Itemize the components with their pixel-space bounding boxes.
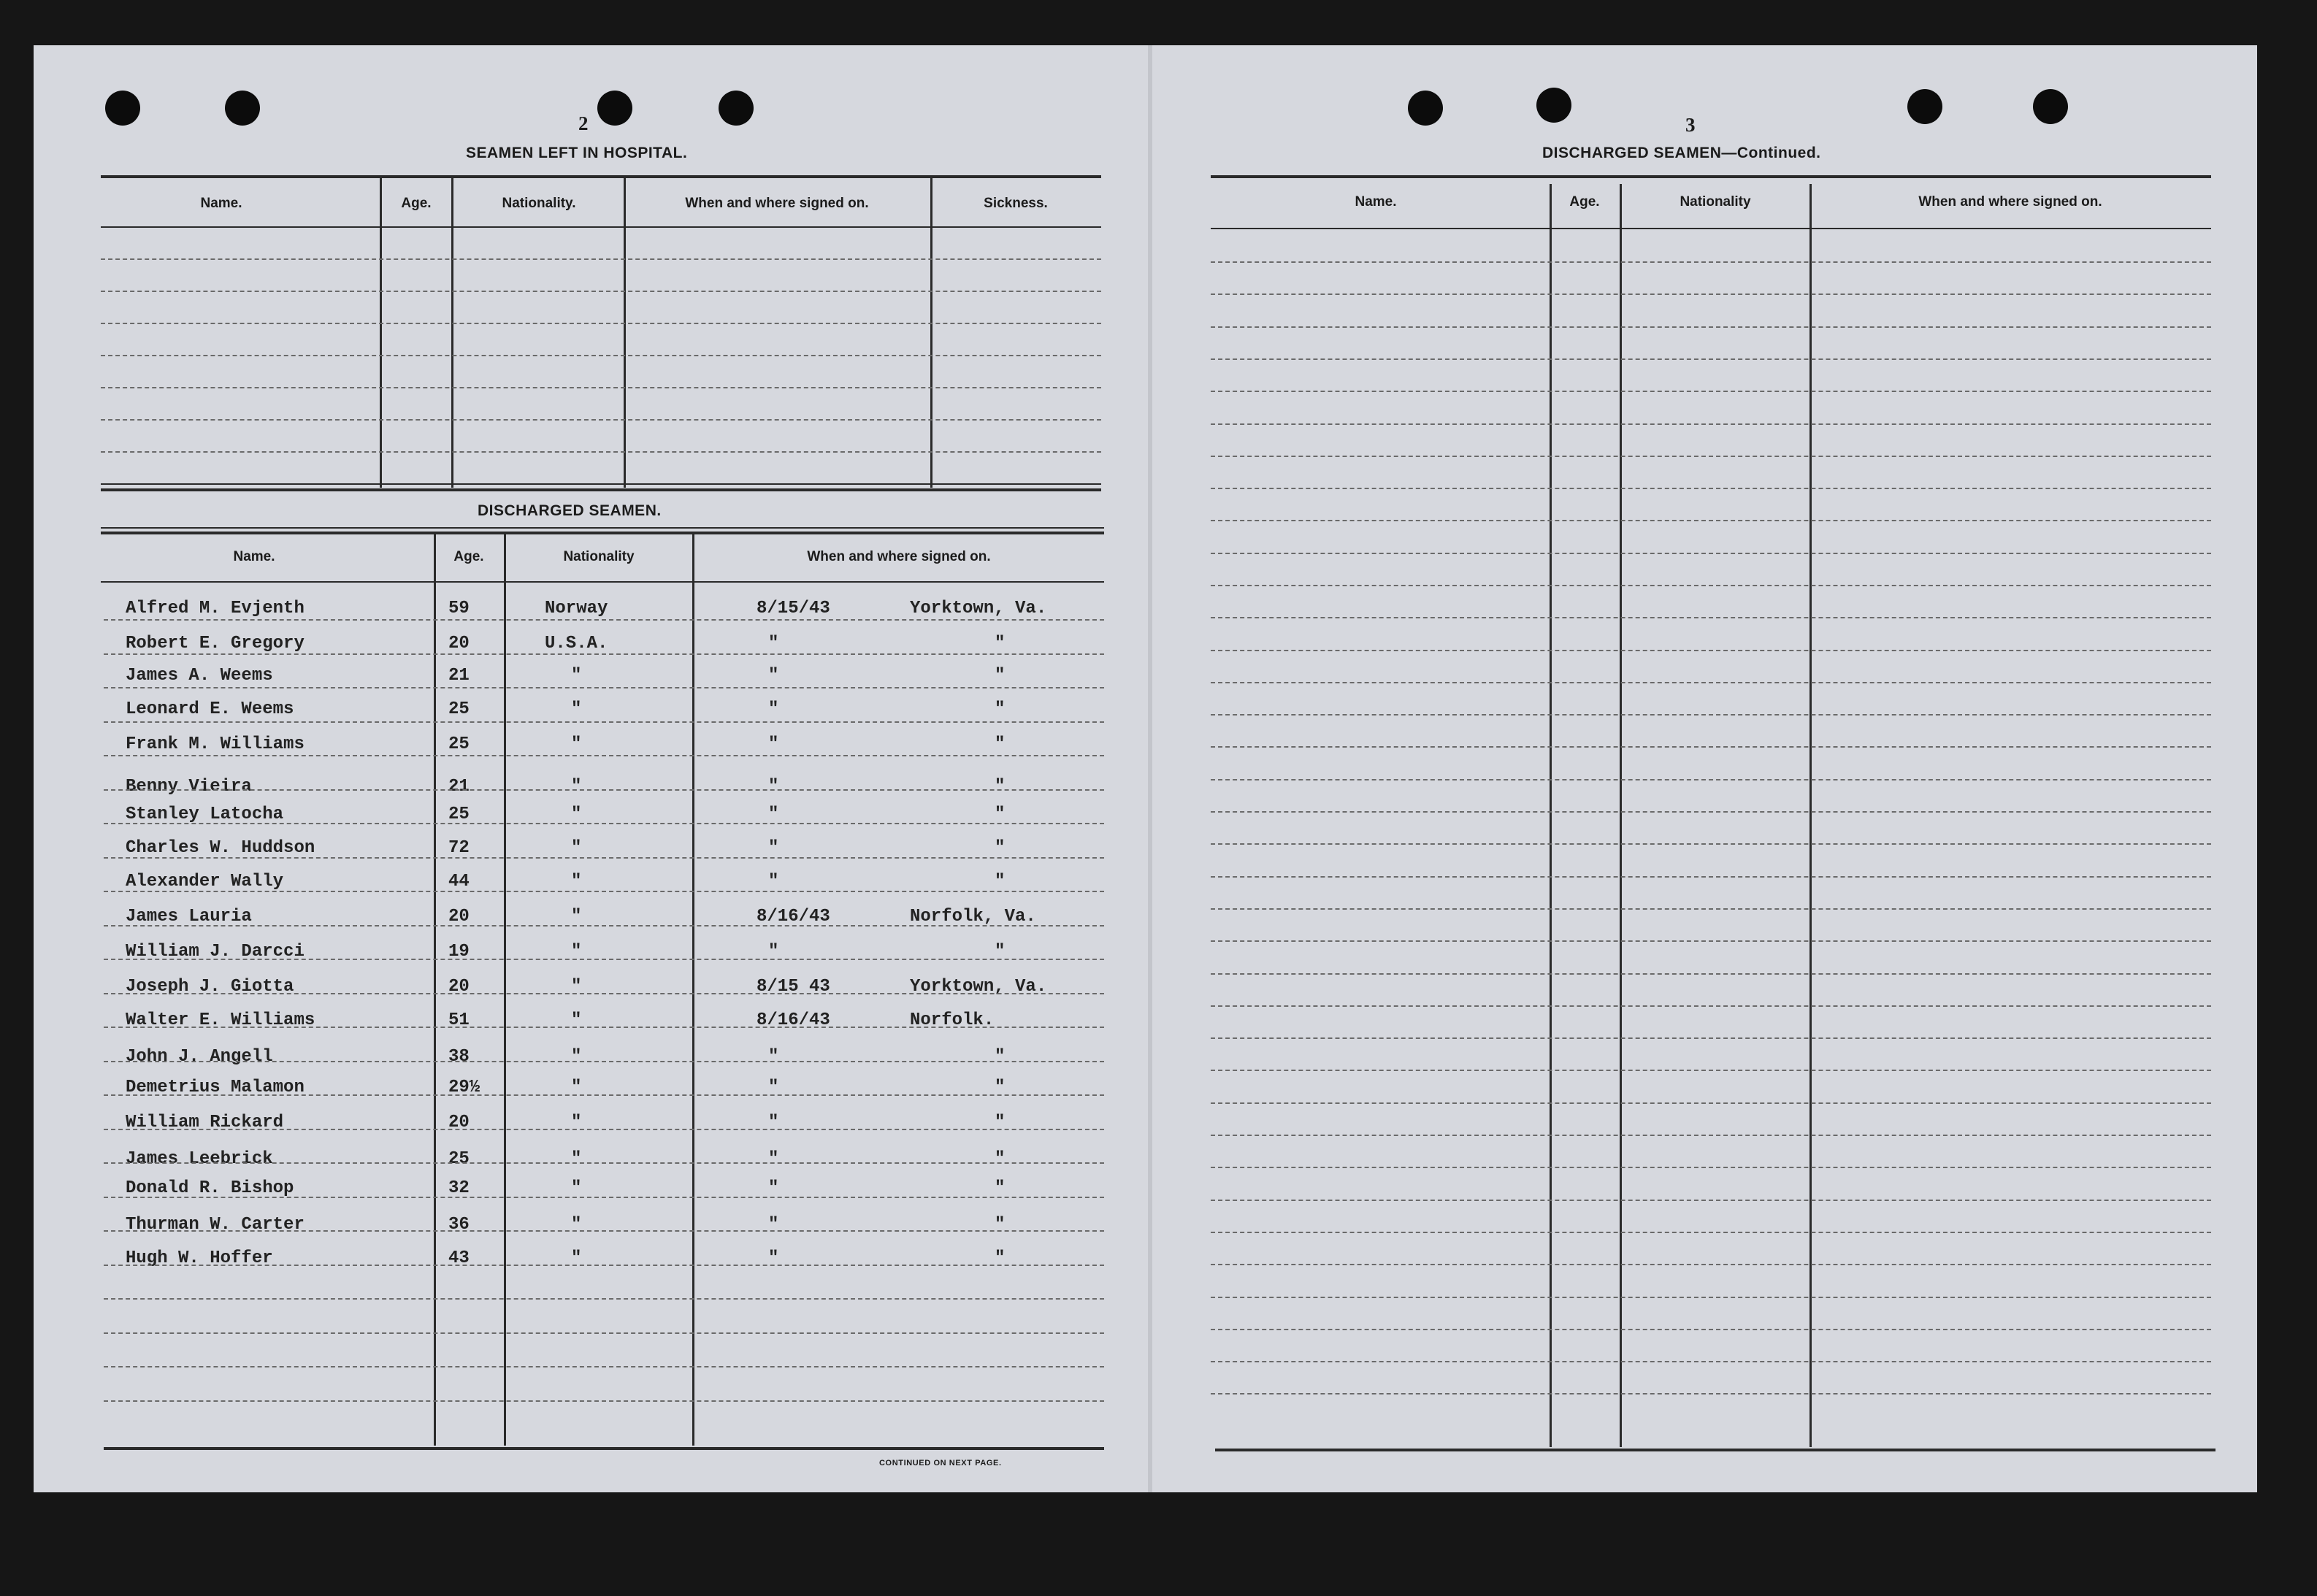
column-divider bbox=[1550, 184, 1552, 1447]
cell-date: " bbox=[768, 699, 779, 719]
cell-date: " bbox=[768, 666, 779, 686]
page-fold bbox=[1148, 45, 1152, 1492]
entry-line bbox=[104, 1094, 1104, 1096]
entry-line bbox=[101, 258, 1101, 260]
entry-line bbox=[1211, 456, 2211, 457]
cell-name: William J. Darcci bbox=[126, 942, 305, 962]
cell-age: 36 bbox=[448, 1215, 470, 1235]
cell-nationality: " bbox=[571, 1010, 582, 1030]
cell-place: Norfolk, Va. bbox=[910, 907, 1036, 926]
cell-age: 44 bbox=[448, 872, 470, 891]
rule bbox=[101, 581, 1104, 583]
cell-date: 8/15/43 bbox=[757, 599, 830, 618]
entry-line bbox=[1211, 1070, 2211, 1071]
cell-place: Yorktown, Va. bbox=[910, 599, 1047, 618]
entry-line bbox=[1211, 1037, 2211, 1039]
entry-line bbox=[1211, 1005, 2211, 1007]
column-header-age: Age. bbox=[453, 549, 484, 564]
cell-age: 20 bbox=[448, 634, 470, 653]
entry-line bbox=[1211, 585, 2211, 586]
cell-nationality: " bbox=[571, 734, 582, 754]
cell-nationality: " bbox=[571, 977, 582, 997]
column-header-name: Name. bbox=[233, 549, 275, 564]
page-number: 2 bbox=[578, 112, 589, 134]
entry-line bbox=[104, 1400, 1104, 1402]
entry-line bbox=[101, 419, 1101, 421]
cell-nationality: " bbox=[571, 805, 582, 824]
column-divider bbox=[1620, 184, 1622, 1447]
cell-name: Hugh W. Hoffer bbox=[126, 1248, 273, 1268]
entry-line bbox=[104, 1366, 1104, 1367]
cell-place: " bbox=[995, 1113, 1006, 1132]
cell-name: James Leebrick bbox=[126, 1149, 273, 1169]
entry-line bbox=[1211, 1264, 2211, 1265]
rule bbox=[1215, 1449, 2215, 1451]
cell-place: " bbox=[995, 699, 1006, 719]
entry-line bbox=[104, 619, 1104, 621]
cell-date: " bbox=[768, 1215, 779, 1235]
cell-date: " bbox=[768, 1149, 779, 1169]
cell-name: Thurman W. Carter bbox=[126, 1215, 305, 1235]
cell-date: " bbox=[768, 838, 779, 858]
cell-age: 19 bbox=[448, 942, 470, 962]
entry-line bbox=[1211, 843, 2211, 845]
cell-place: " bbox=[995, 1178, 1006, 1198]
cell-place: " bbox=[995, 872, 1006, 891]
entry-line bbox=[1211, 876, 2211, 878]
cell-date: " bbox=[768, 872, 779, 891]
cell-age: 25 bbox=[448, 805, 470, 824]
entry-line bbox=[101, 355, 1101, 356]
cell-age: 72 bbox=[448, 838, 470, 858]
cell-place: " bbox=[995, 777, 1006, 797]
entry-line bbox=[104, 823, 1104, 824]
cell-nationality: Norway bbox=[545, 599, 608, 618]
cell-name: Charles W. Huddson bbox=[126, 838, 315, 858]
entry-line bbox=[104, 1298, 1104, 1300]
cell-age: 29½ bbox=[448, 1078, 480, 1097]
cell-date: " bbox=[768, 1078, 779, 1097]
cell-nationality: " bbox=[571, 699, 582, 719]
cell-name: Demetrius Malamon bbox=[126, 1078, 305, 1097]
entry-line bbox=[1211, 779, 2211, 780]
rule bbox=[101, 532, 1104, 534]
rule bbox=[101, 488, 1101, 491]
entry-line bbox=[1211, 746, 2211, 748]
entry-line bbox=[104, 891, 1104, 892]
cell-nationality: U.S.A. bbox=[545, 634, 608, 653]
cell-nationality: " bbox=[571, 1149, 582, 1169]
cell-place: " bbox=[995, 1078, 1006, 1097]
cell-nationality: " bbox=[571, 666, 582, 686]
entry-line bbox=[1211, 553, 2211, 554]
entry-line bbox=[1211, 1102, 2211, 1104]
cell-date: " bbox=[768, 1248, 779, 1268]
column-divider bbox=[504, 533, 506, 1446]
cell-age: 32 bbox=[448, 1178, 470, 1198]
rule bbox=[1211, 175, 2211, 178]
cell-age: 21 bbox=[448, 777, 470, 797]
cell-age: 38 bbox=[448, 1047, 470, 1067]
column-header-nationality: Nationality. bbox=[502, 196, 576, 211]
column-header-name: Name. bbox=[1355, 194, 1397, 210]
cell-name: Walter E. Williams bbox=[126, 1010, 315, 1030]
entry-line bbox=[1211, 1297, 2211, 1298]
column-header-name: Name. bbox=[200, 196, 242, 211]
column-divider bbox=[930, 177, 932, 488]
cell-name: Stanley Latocha bbox=[126, 805, 284, 824]
cell-name: James A. Weems bbox=[126, 666, 273, 686]
entry-line bbox=[1211, 714, 2211, 715]
continued-section-title: DISCHARGED SEAMEN—Continued. bbox=[1542, 145, 1821, 161]
cell-date: 8/16/43 bbox=[757, 907, 830, 926]
cell-age: 51 bbox=[448, 1010, 470, 1030]
cell-nationality: " bbox=[571, 1178, 582, 1198]
cell-nationality: " bbox=[571, 1078, 582, 1097]
entry-line bbox=[104, 755, 1104, 756]
column-header-nationality: Nationality bbox=[1680, 194, 1751, 210]
column-header-nationality: Nationality bbox=[563, 549, 635, 564]
entry-line bbox=[1211, 261, 2211, 263]
binder-hole bbox=[225, 91, 260, 126]
column-divider bbox=[451, 177, 453, 488]
cell-date: " bbox=[768, 942, 779, 962]
cell-place: " bbox=[995, 634, 1006, 653]
rule bbox=[1211, 228, 2211, 229]
entry-line bbox=[104, 1332, 1104, 1334]
cell-nationality: " bbox=[571, 872, 582, 891]
rule bbox=[104, 1447, 1104, 1450]
entry-line bbox=[104, 1129, 1104, 1130]
entry-line bbox=[1211, 1167, 2211, 1168]
entry-line bbox=[104, 857, 1104, 859]
rule bbox=[101, 483, 1101, 485]
binder-hole bbox=[719, 91, 754, 126]
column-header-age: Age. bbox=[1569, 194, 1600, 210]
entry-line bbox=[1211, 1361, 2211, 1362]
rule bbox=[101, 527, 1104, 529]
cell-name: Robert E. Gregory bbox=[126, 634, 305, 653]
cell-place: " bbox=[995, 805, 1006, 824]
cell-nationality: " bbox=[571, 907, 582, 926]
entry-line bbox=[104, 687, 1104, 688]
entry-line bbox=[104, 993, 1104, 994]
binder-hole bbox=[1907, 89, 1942, 124]
entry-line bbox=[1211, 294, 2211, 295]
column-header-signed-on: When and where signed on. bbox=[1918, 194, 2102, 210]
entry-line bbox=[1211, 682, 2211, 683]
entry-line bbox=[101, 323, 1101, 324]
entry-line bbox=[104, 1027, 1104, 1028]
cell-name: Donald R. Bishop bbox=[126, 1178, 294, 1198]
entry-line bbox=[104, 959, 1104, 960]
cell-nationality: " bbox=[571, 1047, 582, 1067]
entry-line bbox=[1211, 940, 2211, 942]
entry-line bbox=[1211, 423, 2211, 425]
cell-name: James Lauria bbox=[126, 907, 252, 926]
rule bbox=[101, 175, 1101, 178]
cell-place: " bbox=[995, 1047, 1006, 1067]
cell-age: 59 bbox=[448, 599, 470, 618]
cell-name: Joseph J. Giotta bbox=[126, 977, 294, 997]
cell-name: John J. Angell bbox=[126, 1047, 273, 1067]
column-divider bbox=[692, 533, 694, 1446]
entry-line bbox=[1211, 391, 2211, 392]
entry-line bbox=[1211, 358, 2211, 360]
cell-age: 25 bbox=[448, 699, 470, 719]
cell-nationality: " bbox=[571, 1215, 582, 1235]
binder-hole bbox=[1408, 91, 1443, 126]
cell-age: 20 bbox=[448, 977, 470, 997]
cell-place: " bbox=[995, 1248, 1006, 1268]
entry-line bbox=[1211, 1135, 2211, 1136]
cell-age: 43 bbox=[448, 1248, 470, 1268]
cell-name: Alfred M. Evjenth bbox=[126, 599, 305, 618]
column-header-sickness: Sickness. bbox=[984, 196, 1048, 211]
cell-name: Alexander Wally bbox=[126, 872, 284, 891]
cell-age: 20 bbox=[448, 1113, 470, 1132]
cell-nationality: " bbox=[571, 1113, 582, 1132]
entry-line bbox=[101, 291, 1101, 292]
cell-nationality: " bbox=[571, 1248, 582, 1268]
cell-place: Yorktown, Va. bbox=[910, 977, 1047, 997]
column-divider bbox=[380, 177, 382, 488]
binder-hole bbox=[2033, 89, 2068, 124]
cell-date: " bbox=[768, 734, 779, 754]
cell-place: " bbox=[995, 666, 1006, 686]
entry-line bbox=[1211, 973, 2211, 975]
column-divider bbox=[624, 177, 626, 488]
cell-place: " bbox=[995, 1215, 1006, 1235]
entry-line bbox=[1211, 908, 2211, 910]
cell-date: " bbox=[768, 1047, 779, 1067]
entry-line bbox=[1211, 811, 2211, 813]
entry-line bbox=[1211, 1232, 2211, 1233]
entry-line bbox=[1211, 1329, 2211, 1330]
cell-date: " bbox=[768, 777, 779, 797]
entry-line bbox=[1211, 326, 2211, 328]
entry-line bbox=[104, 1197, 1104, 1198]
cell-age: 25 bbox=[448, 734, 470, 754]
cell-date: " bbox=[768, 805, 779, 824]
cell-nationality: " bbox=[571, 838, 582, 858]
hospital-section-title: SEAMEN LEFT IN HOSPITAL. bbox=[466, 145, 688, 161]
entry-line bbox=[1211, 650, 2211, 651]
discharged-section-title: DISCHARGED SEAMEN. bbox=[478, 502, 662, 519]
continued-note: CONTINUED ON NEXT PAGE. bbox=[879, 1459, 1002, 1468]
entry-line bbox=[104, 1162, 1104, 1164]
column-header-age: Age. bbox=[401, 196, 432, 211]
cell-date: 8/16/43 bbox=[757, 1010, 830, 1030]
entry-line bbox=[1211, 520, 2211, 521]
cell-place: Norfolk. bbox=[910, 1010, 995, 1030]
document-sheet bbox=[34, 45, 2257, 1492]
cell-age: 25 bbox=[448, 1149, 470, 1169]
cell-nationality: " bbox=[571, 777, 582, 797]
page-number: 3 bbox=[1685, 114, 1696, 136]
cell-place: " bbox=[995, 734, 1006, 754]
cell-name: William Rickard bbox=[126, 1113, 284, 1132]
binder-hole bbox=[105, 91, 140, 126]
entry-line bbox=[1211, 1393, 2211, 1394]
column-divider bbox=[434, 533, 436, 1446]
entry-line bbox=[104, 1061, 1104, 1062]
column-divider bbox=[1809, 184, 1812, 1447]
entry-line bbox=[101, 387, 1101, 388]
cell-age: 20 bbox=[448, 907, 470, 926]
cell-date: " bbox=[768, 1178, 779, 1198]
cell-date: " bbox=[768, 1113, 779, 1132]
column-header-signed-on: When and where signed on. bbox=[685, 196, 869, 211]
binder-hole bbox=[597, 91, 632, 126]
entry-line bbox=[1211, 1200, 2211, 1201]
cell-date: " bbox=[768, 634, 779, 653]
entry-line bbox=[1211, 488, 2211, 489]
cell-place: " bbox=[995, 838, 1006, 858]
entry-line bbox=[104, 925, 1104, 926]
entry-line bbox=[104, 1230, 1104, 1232]
cell-name: Frank M. Williams bbox=[126, 734, 305, 754]
rule bbox=[101, 226, 1101, 228]
cell-name: Leonard E. Weems bbox=[126, 699, 294, 719]
binder-hole bbox=[1536, 88, 1571, 123]
entry-line bbox=[104, 653, 1104, 655]
cell-name: Benny Vieira bbox=[126, 777, 252, 797]
cell-place: " bbox=[995, 1149, 1006, 1169]
column-header-signed-on: When and where signed on. bbox=[807, 549, 991, 564]
entry-line bbox=[104, 1265, 1104, 1266]
cell-date: 8/15 43 bbox=[757, 977, 830, 997]
entry-line bbox=[101, 451, 1101, 453]
cell-place: " bbox=[995, 942, 1006, 962]
cell-nationality: " bbox=[571, 942, 582, 962]
entry-line bbox=[104, 721, 1104, 723]
entry-line bbox=[104, 789, 1104, 791]
entry-line bbox=[1211, 617, 2211, 618]
cell-age: 21 bbox=[448, 666, 470, 686]
